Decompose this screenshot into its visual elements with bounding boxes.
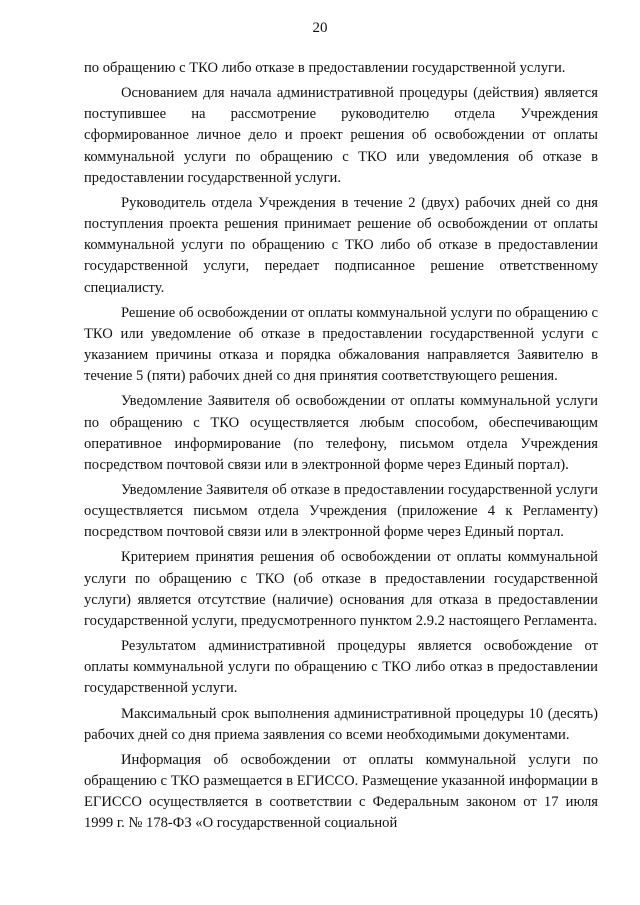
document-body	[84, 58, 598, 838]
paragraph-egisso-information: Информация об освобождении от оплаты коммунальной услуги по обращению с ТКО размещается в ЕГИССО. Размещение указанной информации в ЕГИССО осуществляется в соответствии с Федеральным законом от 17 июля 1999 г. № 178-ФЗ «О государственной социальной	[84, 751, 598, 832]
paragraph-basis-for-procedure: Основанием для начала административной процедуры (действия) является поступившее на рассмотрение руководителю отдела Учреждения сформированное личное дело и проект решения об освобождении от оплаты коммунальной услуги по обращению с ТКО или уведомления об отказе в предоставлении государственной услуги.	[84, 85, 598, 186]
paragraph-decision-criterion: Критерием принятия решения об освобождении от оплаты коммунальной услуги по обращению с ТКО (об отказе в предоставлении государственной услуги) является отсутствие (наличие) основания для отказа в предоставлении государственной услуги, предусмотренного пунктом 2.9.2 настоящего Регламента.	[84, 549, 598, 629]
paragraph-decision-sent: Решение об освобождении от оплаты коммунальной услуги по обращению с ТКО или уведомление об отказе в предоставлении государственной услуги с указанием причины отказа и порядка обжалования направляется Заявителю в течение 5 (пяти) рабочих дней со дня принятия соответствующего решения.	[84, 304, 598, 385]
paragraph-refusal-notice: Уведомление Заявителя об отказе в предоставлении государственной услуги осуществляется письмом отдела Учреждения (приложение 4 к Регламенту) посредством почтовой связи или в электронной форме через Единый портал.	[84, 481, 598, 541]
paragraph-procedure-result: Результатом административной процедуры является освобождение от оплаты коммунальной услуги по обращению с ТКО либо отказ в предоставлении государственной услуги.	[84, 638, 598, 697]
paragraph-continuation: по обращению с ТКО либо отказе в предоставлении государственной услуги.	[84, 60, 566, 76]
paragraph-maximum-term: Максимальный срок выполнения административной процедуры 10 (десять) рабочих дней со дня приема заявления со всеми необходимыми документами.	[84, 705, 598, 743]
page-number: 20	[312, 20, 328, 36]
paragraph-head-decision: Руководитель отдела Учреждения в течение 2 (двух) рабочих дней со дня поступления проекта решения принимает решение об освобождении от оплаты коммунальной услуги по обращению с ТКО либо об отказе в предоставлении государственной услуги, передает подписанное решение ответственному специалисту.	[84, 194, 598, 296]
paragraph-exemption-notice: Уведомление Заявителя об освобождении от оплаты коммунальной услуги по обращению с ТКО осуществляется любым способом, обеспечивающим оперативное информирование (по телефону, письмом отдела Учреждения посредством почтовой связи или в электронной форме через Единый портал).	[84, 393, 598, 473]
